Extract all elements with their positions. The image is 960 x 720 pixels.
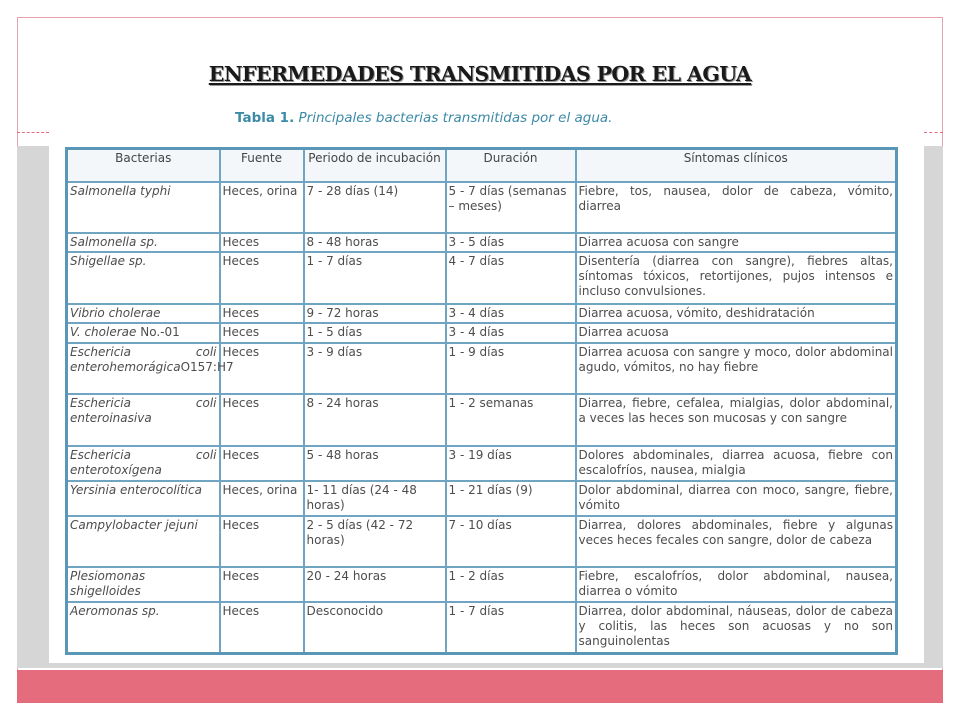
cell-fuente: Heces — [220, 233, 304, 253]
cell-duracion: 3 - 19 días — [446, 446, 576, 481]
bacteria-name: Vibrio cholerae — [70, 305, 161, 320]
cell-fuente: Heces — [220, 516, 304, 567]
cell-bacteria — [67, 516, 220, 567]
cell-periodo: Desconocido — [304, 602, 446, 654]
table-header-row — [67, 149, 897, 182]
table-row — [67, 394, 897, 445]
cell-periodo: 9 - 72 horas — [304, 304, 446, 324]
dashed-rule-left — [17, 132, 49, 133]
table-row — [67, 516, 897, 567]
bacteria-name: Aeromonas sp. — [70, 603, 160, 618]
header-fuente: Fuente — [220, 149, 304, 182]
cell-fuente: Heces — [220, 602, 304, 654]
table-row — [67, 481, 897, 516]
cell-duracion: 7 - 10 días — [446, 516, 576, 567]
cell-fuente: Heces — [220, 323, 304, 343]
table-body — [67, 182, 897, 654]
cell-duracion: 3 - 5 días — [446, 233, 576, 253]
cell-sintomas: Diarrea, fiebre, cefalea, mialgias, dolor abdominal, a veces las heces son mucosas y con sangre — [576, 394, 897, 445]
table-row — [67, 343, 897, 394]
cell-fuente: Heces — [220, 446, 304, 481]
bacteria-name: Eschericia coli enteroinasiva — [70, 396, 217, 426]
table-row — [67, 602, 897, 654]
cell-sintomas: Fiebre, escalofríos, dolor abdominal, nausea, diarrea o vómito — [576, 567, 897, 602]
caption-label: Tabla 1. — [235, 110, 295, 126]
slide-title: ENFERMEDADES TRANSMITIDAS POR EL AGUA — [208, 62, 752, 86]
cell-periodo: 1 - 7 días — [304, 252, 446, 303]
bacteria-name: V. cholerae — [70, 325, 137, 340]
header-sintomas: Síntomas clínicos — [576, 149, 897, 182]
table-row — [67, 304, 897, 324]
cell-sintomas: Dolor abdominal, diarrea con moco, sangre, fiebre, vómito — [576, 481, 897, 516]
cell-bacteria — [67, 481, 220, 516]
header-periodo: Periodo de incubación — [304, 149, 446, 182]
cell-duracion: 1 - 2 días — [446, 567, 576, 602]
table-row — [67, 182, 897, 233]
cell-sintomas: Dolores abdominales, diarrea acuosa, fiebre con escalofríos, nausea, mialgia — [576, 446, 897, 481]
cell-sintomas: Fiebre, tos, nausea, dolor de cabeza, vómito, diarrea — [576, 182, 897, 233]
cell-duracion: 5 - 7 días (semanas – meses) — [446, 182, 576, 233]
caption-text: Principales bacterias transmitidas por el agua. — [298, 110, 613, 126]
cell-fuente: Heces, orina — [220, 481, 304, 516]
bacteria-name: Campylobacter jejuni — [70, 517, 198, 532]
header-duracion: Duración — [446, 149, 576, 182]
bacteria-name: Eschericia coli enterotoxígena — [70, 447, 217, 477]
cell-bacteria — [67, 567, 220, 602]
bacteria-name: Shigellae sp. — [70, 254, 147, 269]
cell-bacteria — [67, 602, 220, 654]
cell-fuente: Heces — [220, 343, 304, 394]
table-row — [67, 567, 897, 602]
cell-fuente: Heces — [220, 304, 304, 324]
cell-periodo: 20 - 24 horas — [304, 567, 446, 602]
cell-sintomas: Diarrea, dolores abdominales, fiebre y algunas veces heces fecales con sangre, dolor de cabeza — [576, 516, 897, 567]
bacteria-strain: No.-01 — [136, 325, 180, 340]
cell-duracion: 1 - 2 semanas — [446, 394, 576, 445]
cell-sintomas: Disentería (diarrea con sangre), fiebres altas, síntomas tóxicos, retortijones, pujos intensos e incluso convulsiones. — [576, 252, 897, 303]
table-row — [67, 446, 897, 481]
cell-bacteria — [67, 182, 220, 233]
cell-fuente: Heces — [220, 252, 304, 303]
cell-periodo: 1- 11 días (24 - 48 horas) — [304, 481, 446, 516]
bacteria-name: Yersinia enterocolítica — [70, 482, 202, 497]
bacteria-name: Salmonella sp. — [70, 234, 158, 249]
cell-duracion: 1 - 21 días (9) — [446, 481, 576, 516]
cell-periodo: 1 - 5 días — [304, 323, 446, 343]
table-image-panel — [49, 106, 924, 663]
header-bacterias: Bacterias — [67, 149, 220, 182]
table-caption — [235, 110, 612, 126]
bacteria-name: Plesiomonas shigelloides — [70, 569, 146, 599]
bacteria-strain: O157:H7 — [180, 359, 234, 374]
bacteria-name: Eschericia coli enterohemorágica — [70, 344, 217, 374]
cell-duracion: 1 - 9 días — [446, 343, 576, 394]
cell-bacteria — [67, 233, 220, 253]
cell-duracion: 3 - 4 días — [446, 323, 576, 343]
cell-periodo: 8 - 24 horas — [304, 394, 446, 445]
cell-fuente: Heces — [220, 394, 304, 445]
dashed-rule-right — [924, 132, 943, 133]
cell-bacteria — [67, 252, 220, 303]
cell-duracion: 3 - 4 días — [446, 304, 576, 324]
cell-fuente: Heces — [220, 567, 304, 602]
cell-periodo: 2 - 5 días (42 - 72 horas) — [304, 516, 446, 567]
cell-bacteria — [67, 304, 220, 324]
cell-sintomas: Diarrea acuosa con sangre — [576, 233, 897, 253]
bacteria-name: Salmonella typhi — [70, 183, 171, 198]
cell-periodo: 7 - 28 días (14) — [304, 182, 446, 233]
cell-bacteria — [67, 394, 220, 445]
cell-sintomas: Diarrea acuosa, vómito, deshidratación — [576, 304, 897, 324]
cell-fuente: Heces, orina — [220, 182, 304, 233]
cell-bacteria — [67, 343, 234, 394]
cell-sintomas: Diarrea, dolor abdominal, náuseas, dolor de cabeza y colitis, las heces son acuosas y no son sanguinolentas — [576, 602, 897, 654]
cell-bacteria — [67, 446, 220, 481]
cell-duracion: 1 - 7 días — [446, 602, 576, 654]
cell-bacteria — [67, 323, 220, 343]
cell-periodo: 3 - 9 días — [304, 343, 446, 394]
table-row — [67, 233, 897, 253]
table-row — [67, 252, 897, 303]
cell-periodo: 5 - 48 horas — [304, 446, 446, 481]
cell-sintomas: Diarrea acuosa con sangre y moco, dolor abdominal agudo, vómitos, no hay fiebre — [576, 343, 897, 394]
bacteria-table — [65, 147, 898, 655]
footer-bar — [17, 670, 943, 703]
table-row — [67, 323, 897, 343]
cell-duracion: 4 - 7 días — [446, 252, 576, 303]
cell-periodo: 8 - 48 horas — [304, 233, 446, 253]
cell-sintomas: Diarrea acuosa — [576, 323, 897, 343]
